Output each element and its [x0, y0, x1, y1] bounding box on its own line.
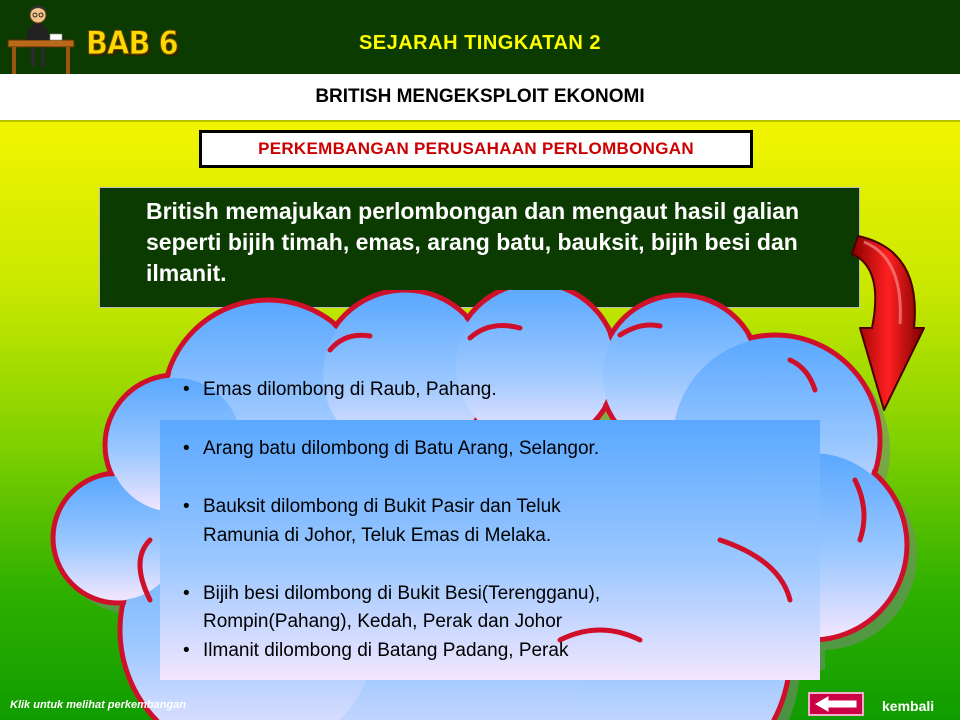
- back-button[interactable]: [808, 692, 864, 716]
- course-title: SEJARAH TINGKATAN 2: [358, 32, 602, 54]
- topic-title: PERKEMBANGAN PERUSAHAAN PERLOMBONGAN: [258, 139, 694, 158]
- info-text: British memajukan perlombongan dan mengaut hasil galian seperti bijih timah, emas, arang batu, bauksit, bijih besi dan ilmanit.: [146, 198, 800, 286]
- list-item: • Arang batu dilombong di Batu Arang, Selangor.: [183, 435, 599, 463]
- chapter-label: BAB 6: [86, 24, 178, 62]
- page-title: BRITISH MENGEKSPLOIT EKONOMI: [315, 86, 645, 107]
- list-item: • Ilmanit dilombong di Batang Padang, Perak: [183, 637, 568, 665]
- list-item-continuation: Rompin(Pahang), Kedah, Perak dan Johor: [203, 611, 563, 632]
- back-link[interactable]: kembali: [882, 698, 935, 714]
- list-item: • Emas dilombong di Raub, Pahang.: [183, 376, 497, 404]
- footer-hint: Klik untuk melihat perkembangan: [10, 699, 187, 711]
- list-item: • Bauksit dilombong di Bukit Pasir dan Teluk: [183, 493, 561, 521]
- list-item-continuation: Ramunia di Johor, Teluk Emas di Melaka.: [203, 525, 552, 546]
- left-arrow-icon: [814, 696, 858, 712]
- topic-box: [199, 130, 753, 168]
- list-item: • Bijih besi dilombong di Bukit Besi(Terengganu),: [183, 580, 600, 608]
